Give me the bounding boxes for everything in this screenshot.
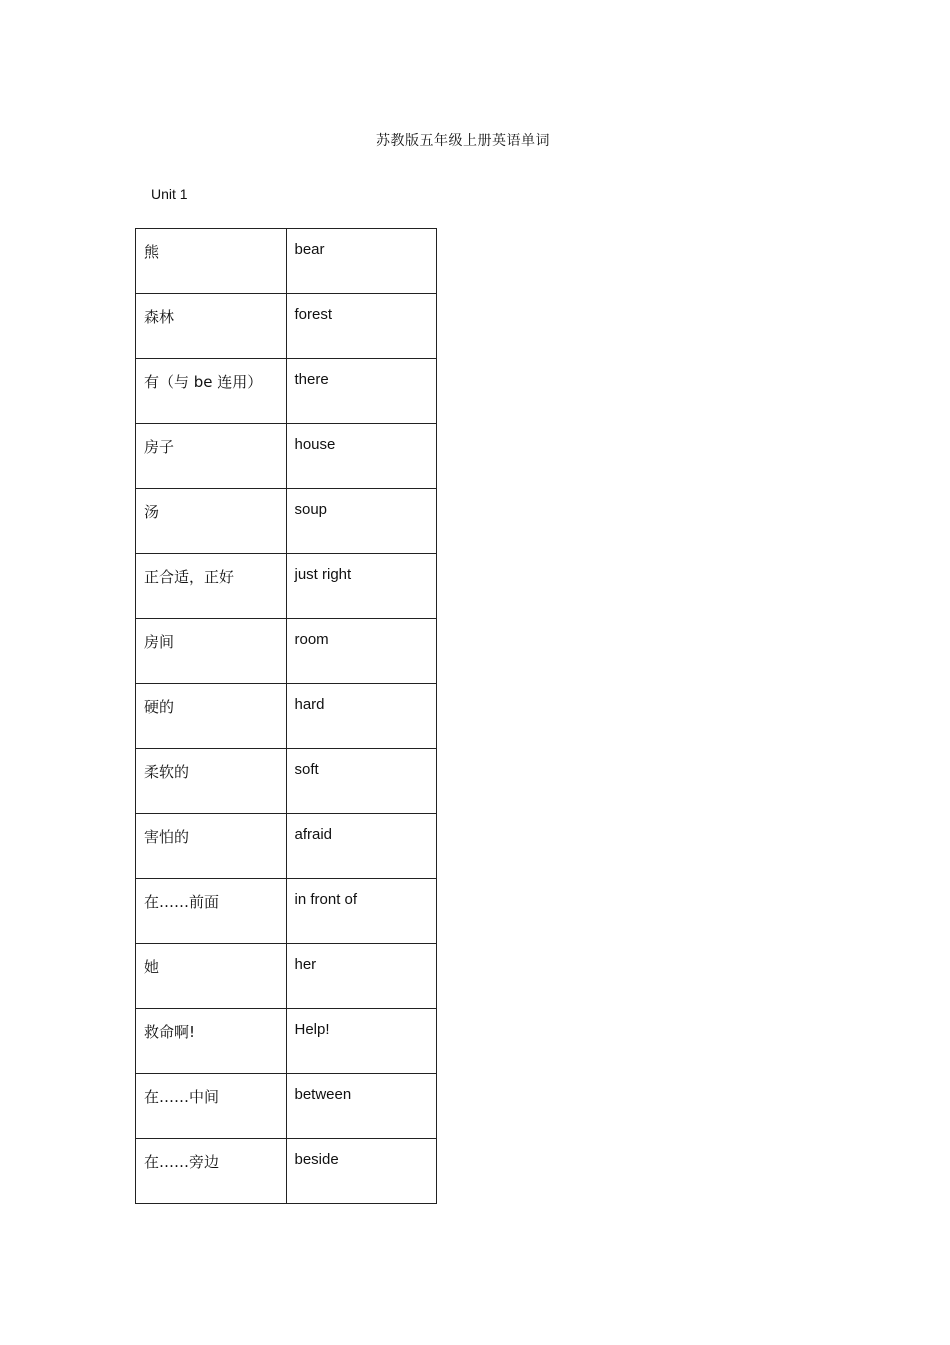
table-row [136, 294, 437, 359]
english-word-cell: hard [286, 684, 437, 749]
table-row [136, 619, 437, 684]
english-word-cell: between [286, 1074, 437, 1139]
english-word-cell: just right [286, 554, 437, 619]
chinese-word-cell: 硬的 [136, 684, 287, 749]
english-word-cell: bear [286, 229, 437, 294]
table-row [136, 554, 437, 619]
chinese-word-cell: 在……前面 [136, 879, 287, 944]
english-word-cell: afraid [286, 814, 437, 879]
table-row [136, 684, 437, 749]
table-row [136, 229, 437, 294]
unit-heading: Unit 1 [151, 186, 188, 202]
table-row [136, 814, 437, 879]
chinese-word-cell: 在……中间 [136, 1074, 287, 1139]
english-word-cell: there [286, 359, 437, 424]
chinese-word-cell: 害怕的 [136, 814, 287, 879]
document-title: 苏教版五年级上册英语单词 [376, 133, 550, 149]
english-word-cell: soup [286, 489, 437, 554]
chinese-word-cell: 熊 [136, 229, 287, 294]
table-row [136, 424, 437, 489]
table-row [136, 359, 437, 424]
english-word-cell: her [286, 944, 437, 1009]
chinese-word-cell: 她 [136, 944, 287, 1009]
english-word-cell: forest [286, 294, 437, 359]
english-word-cell: in front of [286, 879, 437, 944]
english-word-cell: Help! [286, 1009, 437, 1074]
english-word-cell: beside [286, 1139, 437, 1204]
table-row [136, 944, 437, 1009]
chinese-word-cell: 房子 [136, 424, 287, 489]
table-row [136, 1074, 437, 1139]
chinese-word-cell: 森林 [136, 294, 287, 359]
chinese-word-cell: 柔软的 [136, 749, 287, 814]
vocabulary-table [135, 228, 437, 1204]
table-row [136, 489, 437, 554]
chinese-word-cell: 汤 [136, 489, 287, 554]
table-row [136, 749, 437, 814]
english-word-cell: soft [286, 749, 437, 814]
chinese-word-cell: 在……旁边 [136, 1139, 287, 1204]
chinese-word-cell: 有（与 be 连用） [136, 359, 287, 424]
table-row [136, 879, 437, 944]
chinese-word-cell: 救命啊! [136, 1009, 287, 1074]
table-row [136, 1139, 437, 1204]
table-row [136, 1009, 437, 1074]
english-word-cell: room [286, 619, 437, 684]
chinese-word-cell: 房间 [136, 619, 287, 684]
english-word-cell: house [286, 424, 437, 489]
chinese-word-cell: 正合适，正好 [136, 554, 287, 619]
